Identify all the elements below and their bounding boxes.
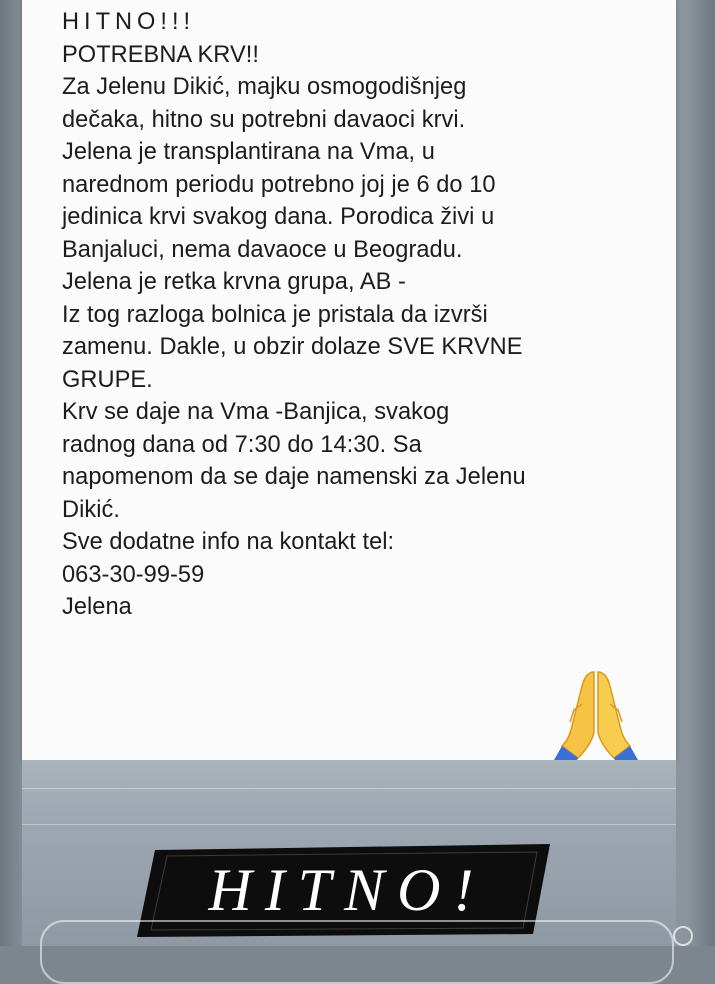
message-line: Banjaluci, nema davaoce u Beogradu. <box>62 236 463 263</box>
reply-icon[interactable] <box>673 926 693 946</box>
message-line: Krv se daje na Vma -Banjica, svakog <box>62 399 450 425</box>
message-line: HITNO!!! <box>62 9 196 35</box>
message-line: napomenom da se daje namenski za Jelenu <box>62 464 526 490</box>
message-line: POTREBNA KRV!! <box>62 41 259 68</box>
message-line: Jelena <box>62 594 132 620</box>
message-line: zamenu. Dakle, u obzir dolaze SVE KRVNE <box>62 334 523 360</box>
message-line: radnog dana od 7:30 do 14:30. Sa <box>62 431 422 458</box>
message-line: 063-30-99-59 <box>62 561 205 588</box>
sticker-text: HITNO! <box>208 857 487 923</box>
message-line: Jelena je retka krvna grupa, AB - <box>62 269 406 295</box>
message-line: Sve dodatne info na kontakt tel: <box>62 529 395 555</box>
reply-bar[interactable] <box>40 920 674 984</box>
message-line: Za Jelenu Dikić, majku osmogodišnjeg <box>62 74 467 100</box>
message-line: Iz tog razloga bolnica je pristala da izvrši <box>62 301 488 328</box>
background-streak <box>22 788 676 789</box>
message-line: Dikić. <box>62 496 120 523</box>
background-streak <box>22 824 676 825</box>
message-text <box>62 6 672 624</box>
message-line: Jelena je transplantirana na Vma, u <box>62 139 435 165</box>
message-line: dečaka, hitno su potrebni davaoci krvi. <box>62 106 466 133</box>
message-line: narednom periodu potrebno joj je 6 do 10 <box>62 171 496 198</box>
message-line: GRUPE. <box>62 366 153 393</box>
message-line: jedinica krvi svakog dana. Porodica živi u <box>62 204 495 230</box>
